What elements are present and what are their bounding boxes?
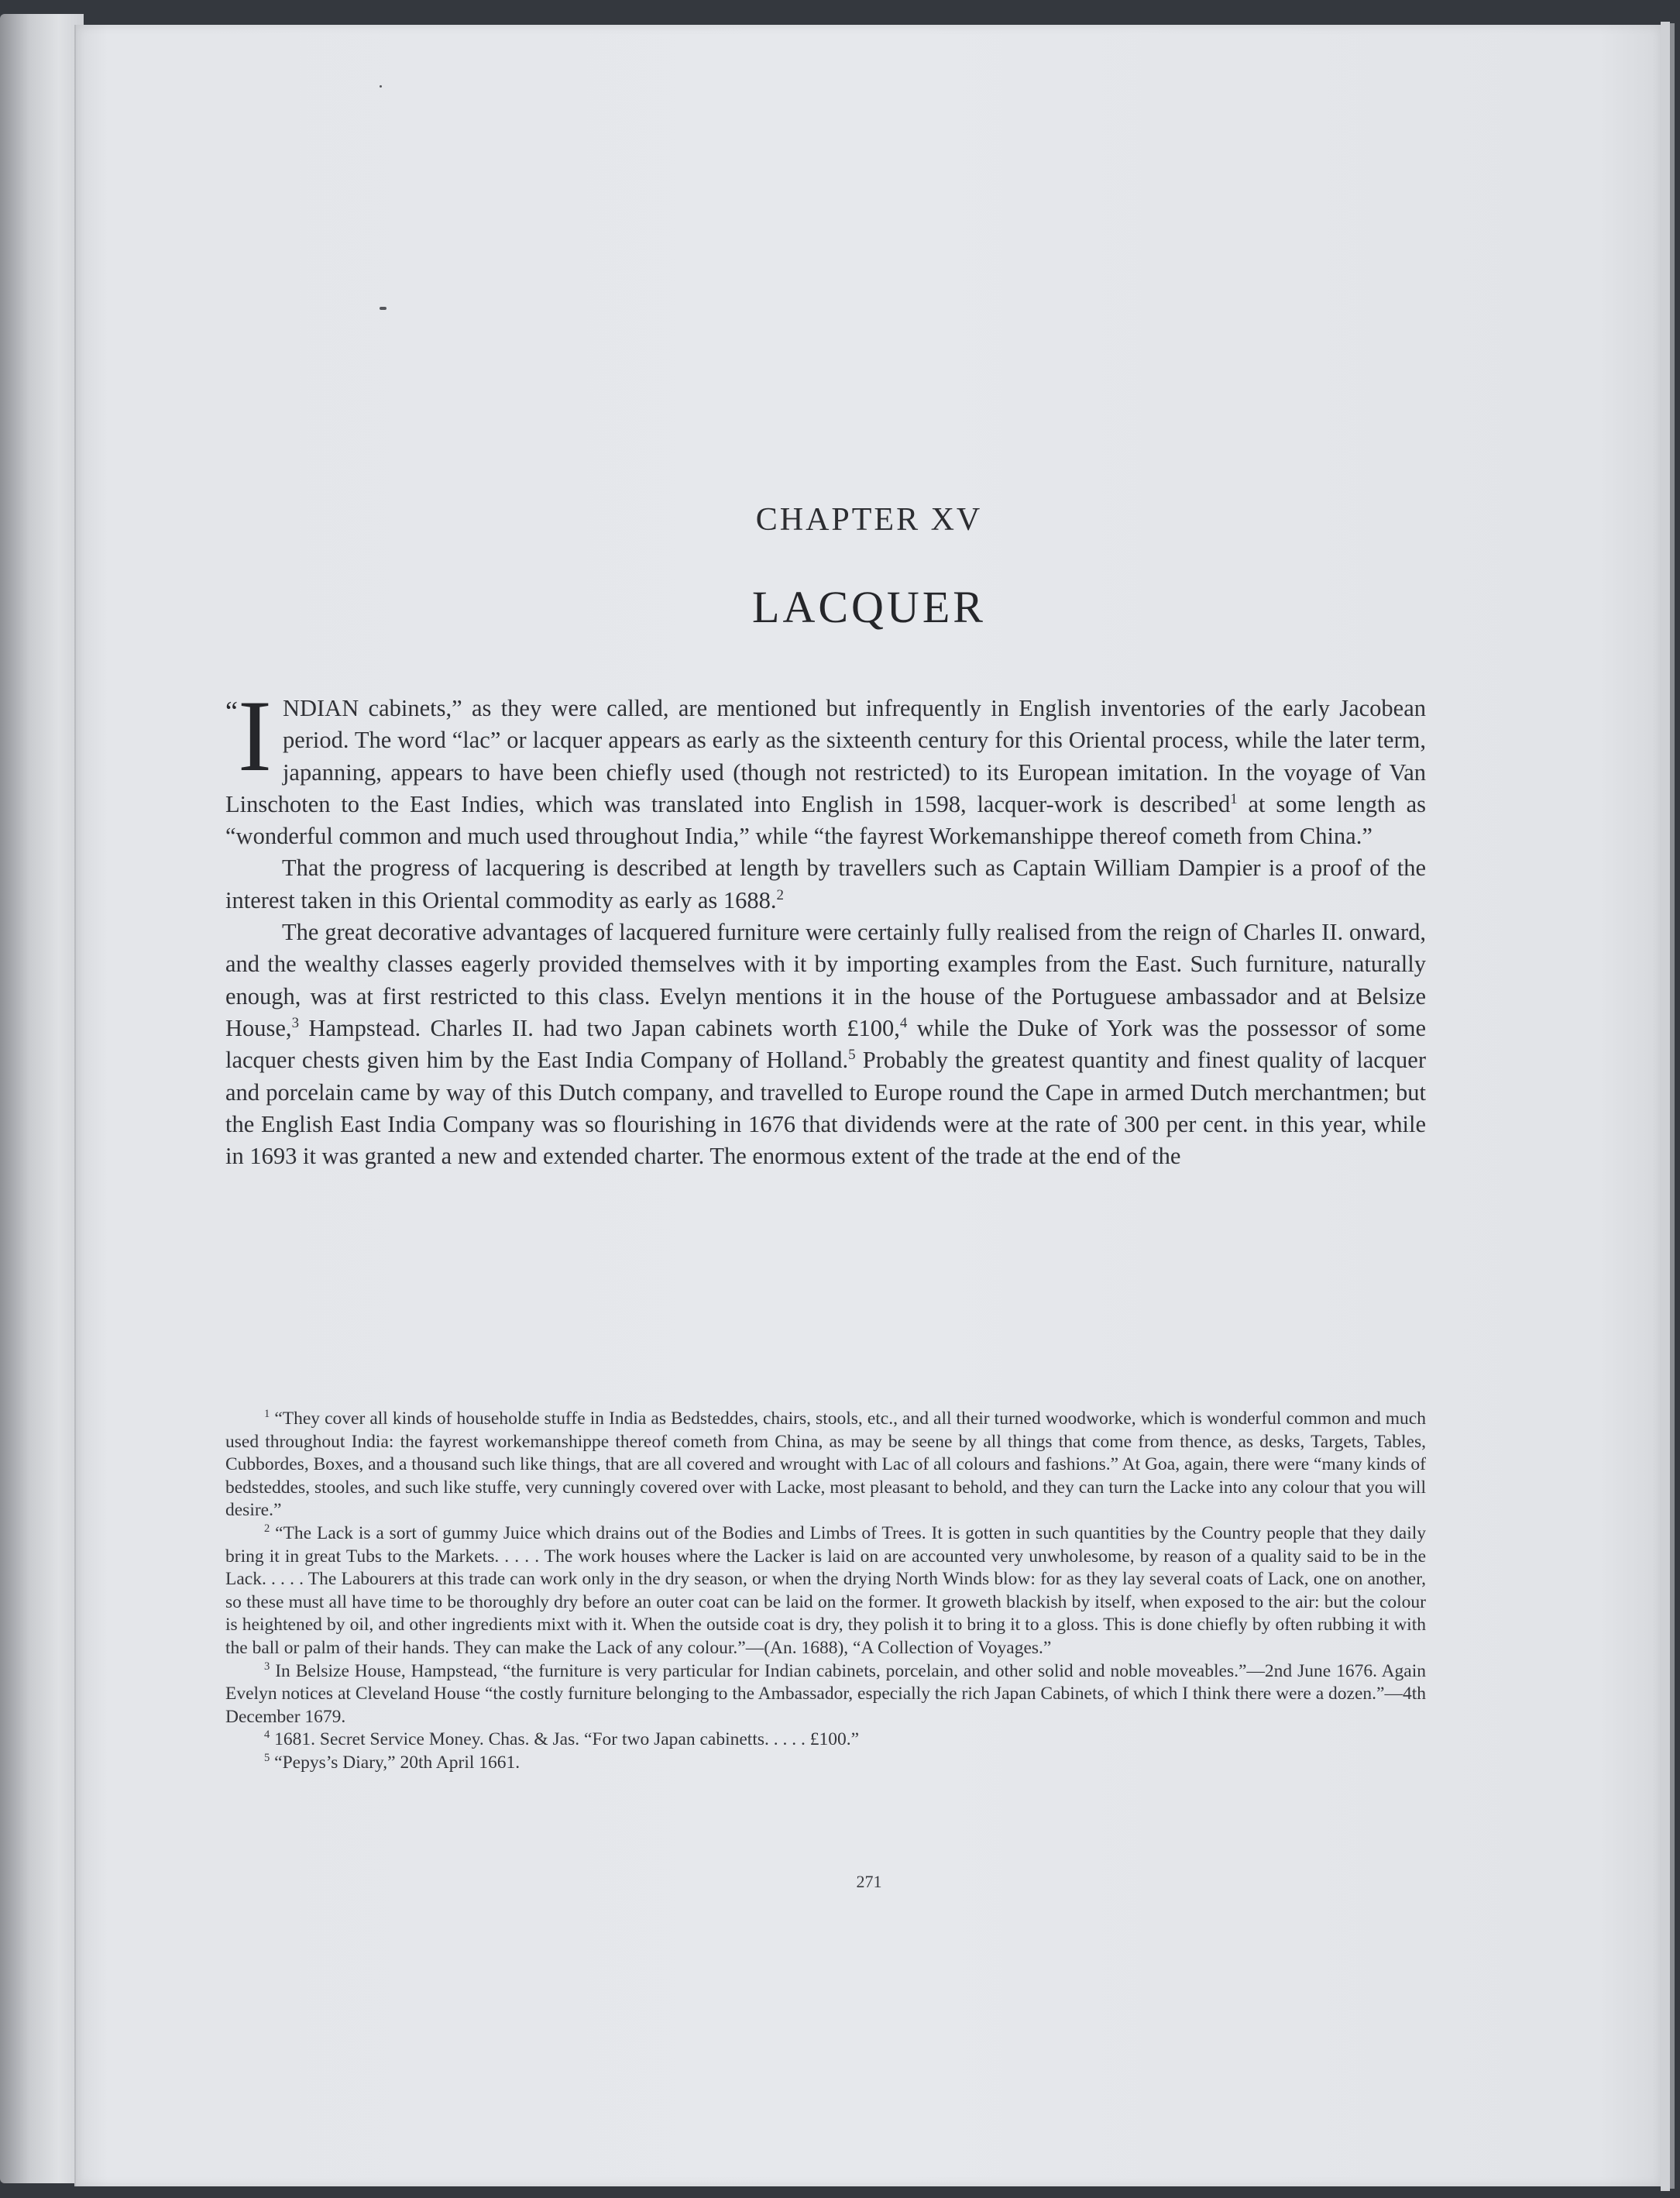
footnotes xyxy=(225,1408,1426,1775)
footnote-ref: 4 xyxy=(899,1014,908,1031)
body-text xyxy=(225,679,1427,1172)
page-speck xyxy=(380,85,382,88)
page-number: 271 xyxy=(856,1872,882,1891)
footnote: $^5$ “Pepys’s Diary,” 20th April 1661. xyxy=(264,1752,520,1773)
drop-cap: “I xyxy=(225,679,272,793)
chapter-heading: CHAPTER XV xyxy=(755,502,983,538)
paragraph: “I NDIAN cabinets,” as they were called, are mentioned but infrequently in English inventories of the early Jacobean period. The word “lac” or lacquer appears as early as the sixteenth century for this Oriental process, while the later term, japanning, appears to have been chiefly used (though not restricted) to its European imitation. In the voyage of Van Linschoten to the East Indies, which was translated into English in 1598, lacquer-work is described$^1$ at some length as “wonderful common and much used throughout India,” while “the fayrest Workemanshippe thereof cometh from China.” xyxy=(225,679,1426,850)
footnote: $^2$ “The Lack is a sort of gummy Juice which drains out of the Bodies and Limbs of Trees. It is gotten in such quantities by the Country people that they daily bring it in great Tubs to the Markets. . . . . The work houses where the Lacker is laid on are accounted very unwholesome, by reason of a quality said to be in the Lack. . . . . The Labourers at this trade can work only in the dry season, or when the drying North Winds blow: for as they lay several coats of Lack, one on another, so these must all have time to be thoroughly dry before an outer coat can be laid on the former. It groweth blackish by itself, when exposed to the air: but the colour is heightened by oil, and other ingredients mixt with it. When the outside coat is dry, they polish it to bring it to a gloss. This is done chiefly by often rubbing it with the ball or palm of their hands. They can make the Lack of any colour.”—(An. 1688), “A Collection of Voyages.” xyxy=(225,1522,1426,1658)
footnote: $^3$ In Belsize House, Hampstead, “the furniture is very particular for Indian cabinets, porcelain, and other solid and noble moveables.”—2nd June 1676. Again Evelyn notices at Cleveland House “the costly furniture belonging to the Ambassador, especially the rich Japan Cabinets, of which I think there were a dozen.”—4th December 1679. xyxy=(225,1660,1426,1727)
page-speck xyxy=(380,307,387,310)
chapter-title: LACQUER xyxy=(752,582,986,632)
page-stack-edge xyxy=(1670,23,1675,2189)
book-page xyxy=(74,25,1662,2186)
footnote: $^1$ “They cover all kinds of householde stuffe in India as Bedsteddes, chairs, stools, etc., and all their turned woodworke, which is wonderful common and much used throughout India: the fayrest workemanshippe thereof cometh from China, as may be seene by all things that come from thence, as desks, Targets, Tables, Cubbordes, Boxes, and a thousand such like things, that are all covered and wrought with Lac of all colours and fashions.” At Goa, again, there were “many kinds of bedsteddes, stooles, and such like stuffe, very cunningly covered over with Lacke, most pleasant to behold, and they can turn the Lacke into any colour that you will desire.” xyxy=(225,1408,1426,1521)
footnote-ref: 3 xyxy=(291,1014,300,1031)
paragraph: The great decorative advantages of lacquered furniture were certainly fully realised from the reign of Charles II. onward, and the wealthy classes eagerly provided themselves with it by importing examples from the East. Such furniture, naturally enough, was at first restricted to this class. Evelyn mentions it in the house of the Portuguese ambassador and at Belsize House,$^3$ Hampstead. Charles II. had two Japan cabinets worth £100,$^4$ while the Duke of York was the possessor of some lacquer chests given him by the East India Company of Holland.$^5$ Probably the greatest quantity and finest quality of lacquer and porcelain came by way of this Dutch company, and travelled to Europe round the Cape in armed Dutch merchantmen; but the English East India Company was so flourishing in 1676 that dividends were at the rate of 300 per cent. in this year, while in 1693 it was granted a new and extended charter. The enormous extent of the trade at the end of the xyxy=(225,919,1427,1170)
facing-page-edge xyxy=(0,14,84,2183)
paragraph: That the progress of lacquering is described at length by travellers such as Captain William Dampier is a proof of the interest taken in this Oriental commodity as early as 1688.$^2$ xyxy=(225,855,1426,913)
footnote-ref: 5 xyxy=(848,1047,856,1064)
footnote-ref: 2 xyxy=(776,886,784,903)
footnote-ref: 1 xyxy=(1230,790,1238,807)
page-right-edge xyxy=(1661,22,1670,2191)
footnote: $^4$ 1681. Secret Service Money. Chas. & Jas. “For two Japan cabinetts. . . . . £100.” xyxy=(264,1728,860,1750)
